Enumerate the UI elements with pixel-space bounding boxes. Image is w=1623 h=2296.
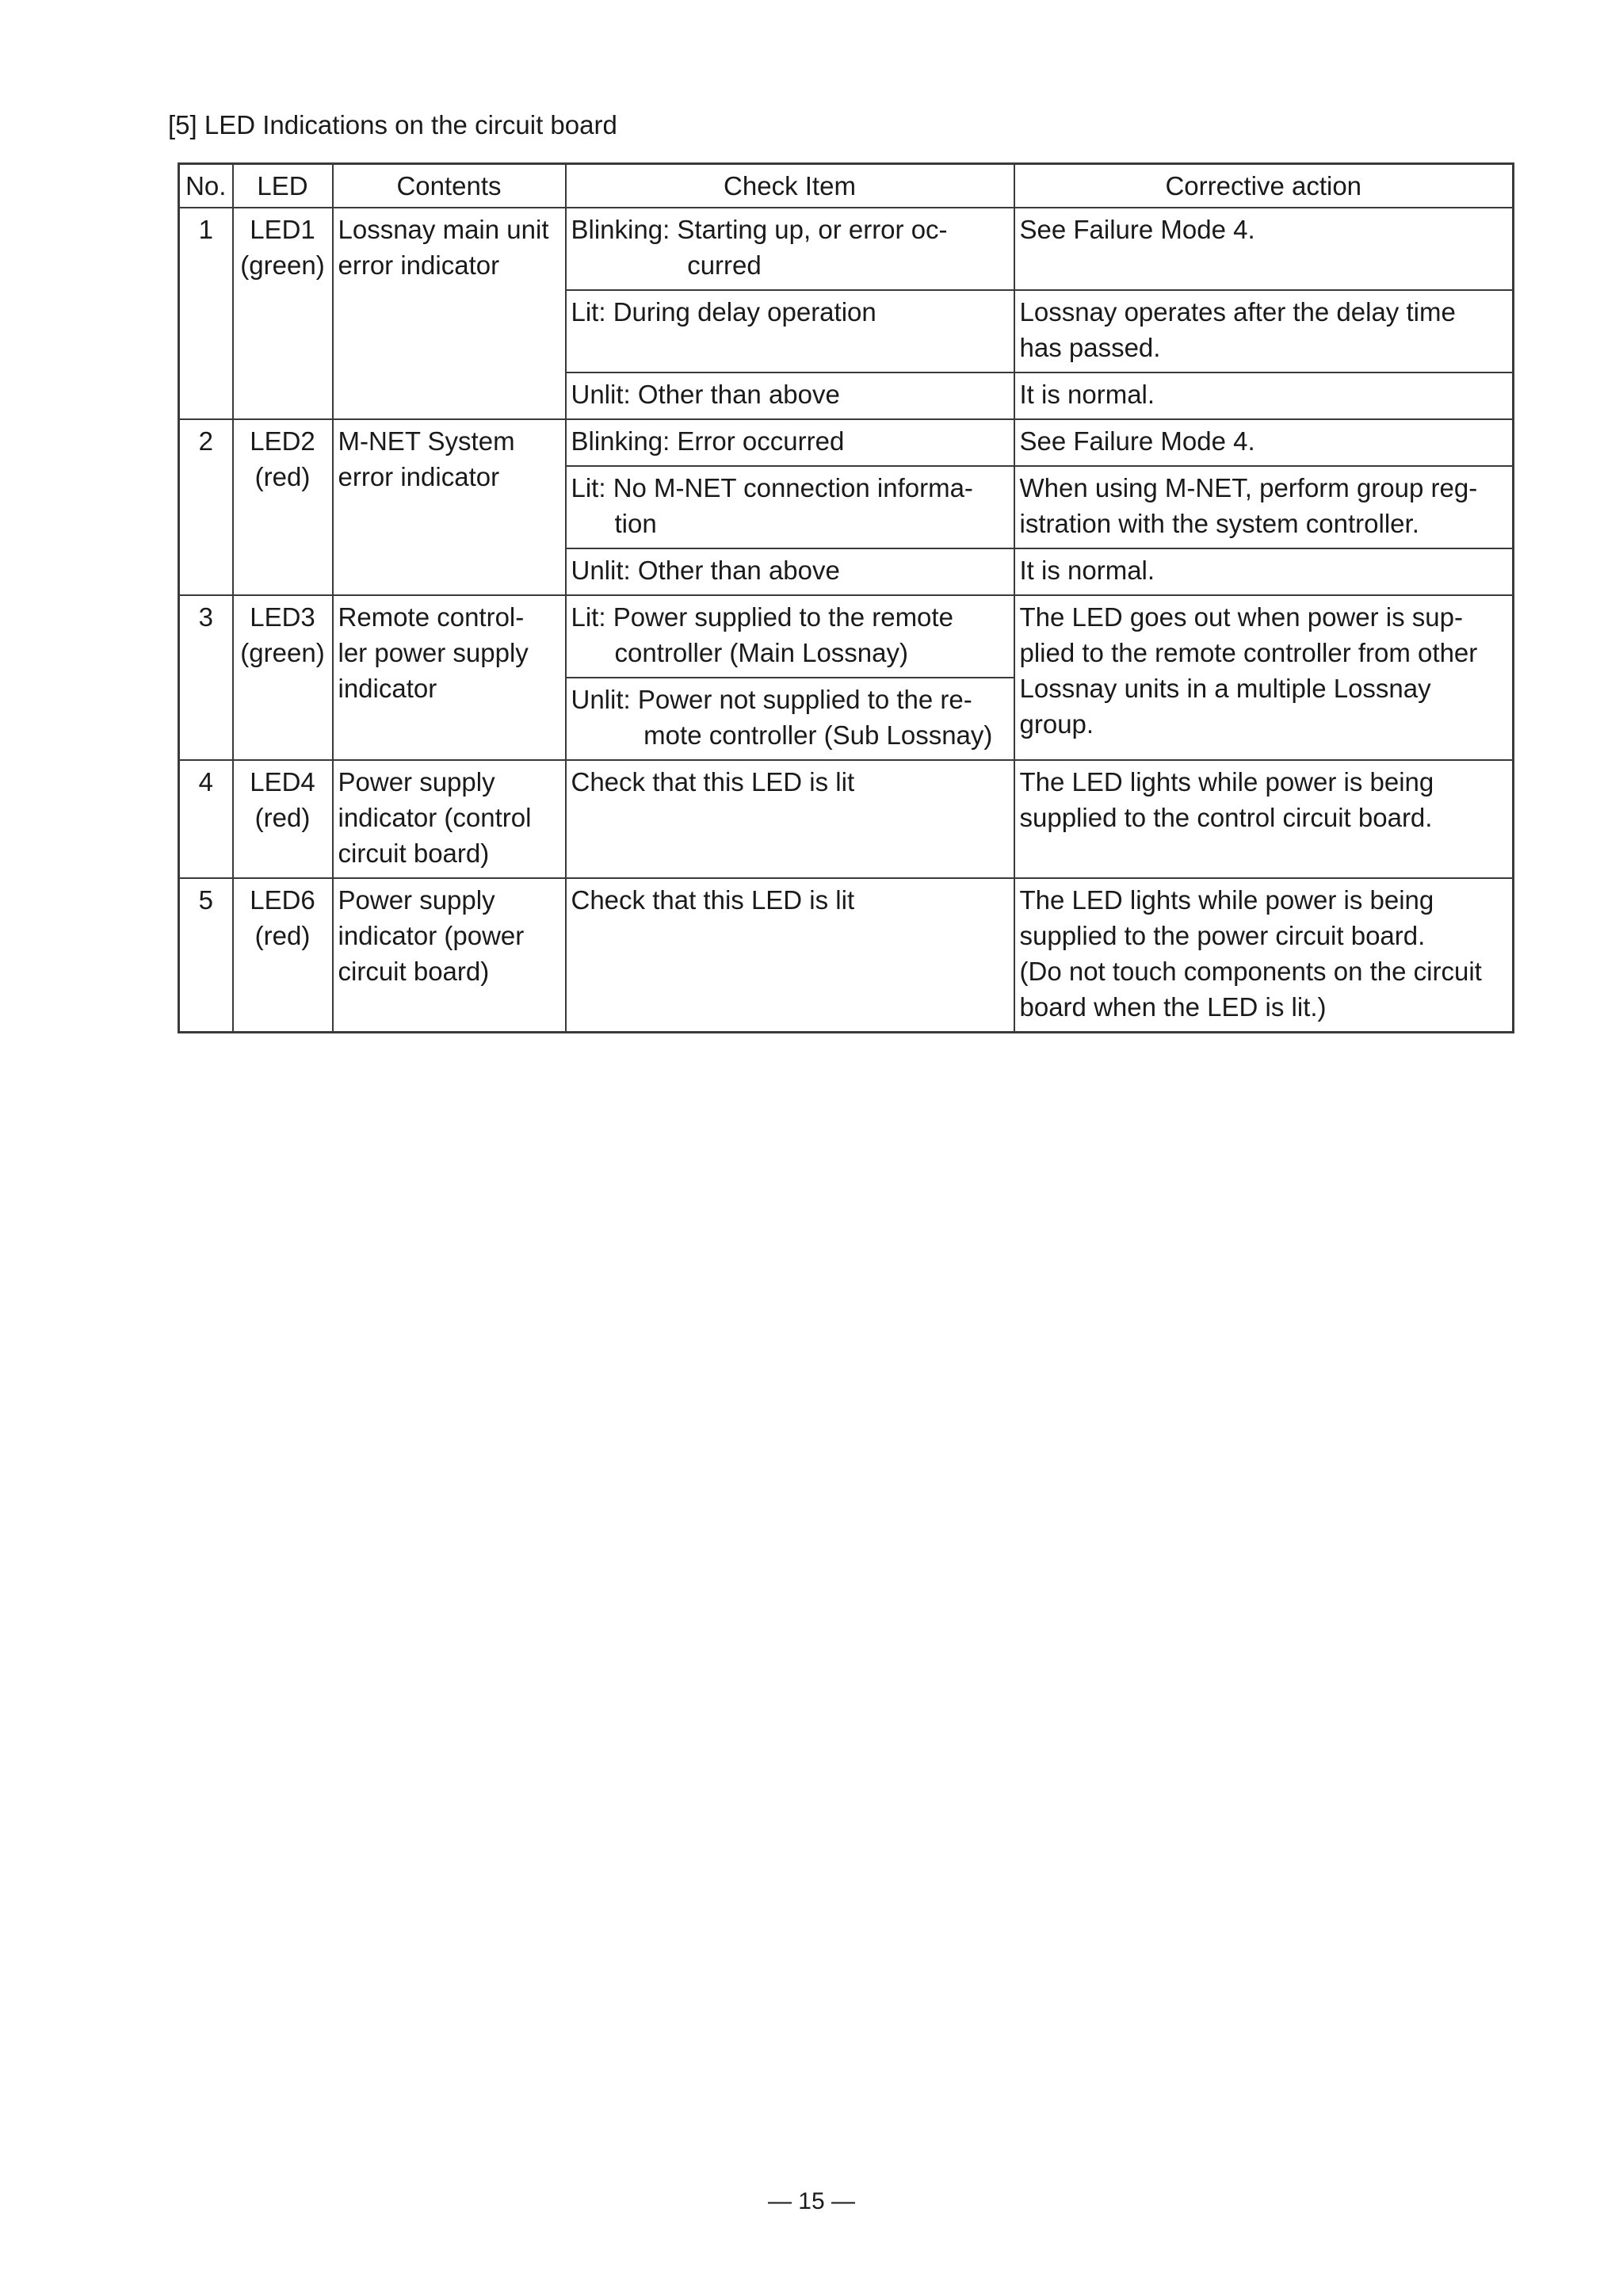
header-contents: Contents xyxy=(333,164,566,208)
check-item-cell: Check that this LED is lit xyxy=(566,760,1014,878)
corrective-action-cell: It is normal. xyxy=(1014,548,1514,595)
corrective-action-cell: When using M-NET, perform group reg- istration with the system controller. xyxy=(1014,466,1514,548)
corrective-action-cell: The LED lights while power is being supplied to the power circuit board. (Do not touch components on the circuit board when the LED is lit.) xyxy=(1014,878,1514,1033)
check-item-cell: Blinking: Starting up, or error oc- curred xyxy=(566,208,1014,290)
row-number: 1 xyxy=(179,208,233,419)
table-row xyxy=(179,595,1514,678)
corrective-action-cell: Lossnay operates after the delay time has passed. xyxy=(1014,290,1514,372)
check-item-cell: Check that this LED is lit xyxy=(566,878,1014,1033)
corrective-action-cell: See Failure Mode 4. xyxy=(1014,419,1514,466)
contents-cell: Lossnay main unit error indicator xyxy=(333,208,566,419)
check-item-cell: Unlit: Other than above xyxy=(566,372,1014,419)
table-row xyxy=(179,878,1514,1033)
led-name: LED3 (green) xyxy=(233,595,333,760)
contents-cell: Power supply indicator (control circuit board) xyxy=(333,760,566,878)
table-row xyxy=(179,208,1514,290)
table-row xyxy=(179,760,1514,878)
corrective-action-cell: The LED goes out when power is sup- plied to the remote controller from other Lossnay units in a multiple Lossnay group. xyxy=(1014,595,1514,760)
led-name: LED6 (red) xyxy=(233,878,333,1033)
contents-cell: Remote control- ler power supply indicator xyxy=(333,595,566,760)
led-name: LED2 (red) xyxy=(233,419,333,595)
header-led: LED xyxy=(233,164,333,208)
check-item-cell: Unlit: Power not supplied to the re- mote controller (Sub Lossnay) xyxy=(566,678,1014,760)
header-no: No. xyxy=(179,164,233,208)
row-number: 2 xyxy=(179,419,233,595)
check-item-cell: Lit: No M-NET connection informa- tion xyxy=(566,466,1014,548)
row-number: 4 xyxy=(179,760,233,878)
check-item-cell: Unlit: Other than above xyxy=(566,548,1014,595)
header-corrective-action: Corrective action xyxy=(1014,164,1514,208)
row-number: 3 xyxy=(179,595,233,760)
contents-cell: M-NET System error indicator xyxy=(333,419,566,595)
led-indications-table xyxy=(178,162,1514,1033)
section-title: [5] LED Indications on the circuit board xyxy=(168,110,617,139)
check-item-cell: Blinking: Error occurred xyxy=(566,419,1014,466)
header-check-item: Check Item xyxy=(566,164,1014,208)
contents-cell: Power supply indicator (power circuit board) xyxy=(333,878,566,1033)
row-number: 5 xyxy=(179,878,233,1033)
corrective-action-cell: See Failure Mode 4. xyxy=(1014,208,1514,290)
table-row xyxy=(179,419,1514,466)
check-item-cell: Lit: During delay operation xyxy=(566,290,1014,372)
check-item-cell: Lit: Power supplied to the remote controller (Main Lossnay) xyxy=(566,595,1014,678)
led-name: LED1 (green) xyxy=(233,208,333,419)
page-number: — 15 — xyxy=(767,2188,856,2214)
table-header-row xyxy=(179,164,1514,208)
led-name: LED4 (red) xyxy=(233,760,333,878)
corrective-action-cell: It is normal. xyxy=(1014,372,1514,419)
corrective-action-cell: The LED lights while power is being supplied to the control circuit board. xyxy=(1014,760,1514,878)
